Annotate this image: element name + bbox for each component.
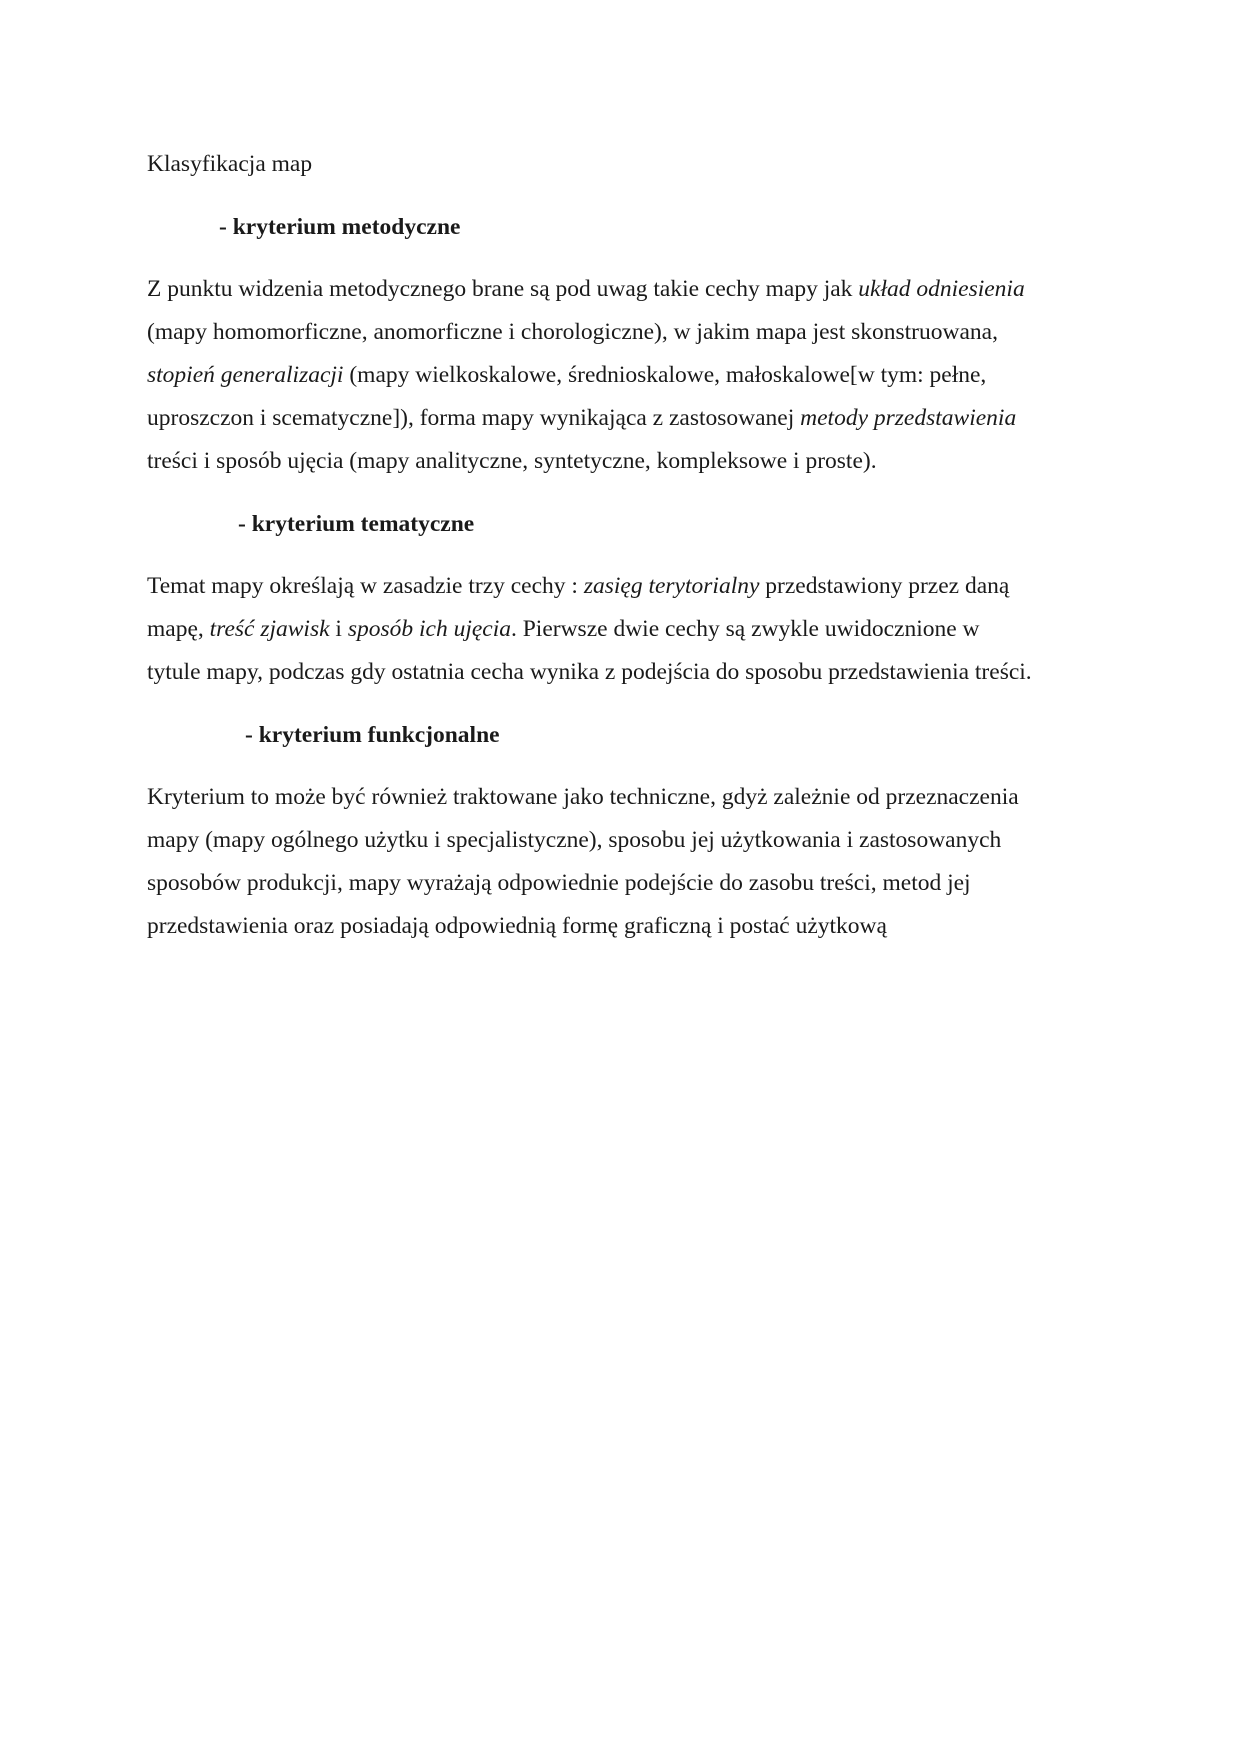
text-run: Temat mapy określają w zasadzie trzy cechy : xyxy=(147,573,584,599)
paragraph-line xyxy=(147,565,1097,608)
italic-term: układ odniesienia xyxy=(858,276,1025,302)
paragraph-line xyxy=(147,354,1097,397)
paragraph-line xyxy=(147,905,1097,948)
document-title: Klasyfikacja map xyxy=(147,151,313,177)
italic-term: stopień generalizacji xyxy=(147,362,344,388)
section-paragraph-thematic xyxy=(147,565,1097,694)
text-run: i xyxy=(329,616,348,642)
text-run: Kryterium to może być również traktowane jako techniczne, gdyż zależnie od przeznaczenia xyxy=(147,784,1019,810)
paragraph-line xyxy=(147,608,1097,651)
text-run: . Pierwsze dwie cechy są zwykle uwidocznione w xyxy=(510,616,980,642)
paragraph-line xyxy=(147,819,1097,862)
paragraph-line xyxy=(147,776,1097,819)
document-body xyxy=(147,143,1097,948)
section-heading-methodical: - kryterium metodyczne xyxy=(219,214,461,240)
text-run: Z punktu widzenia metodycznego brane są pod uwag takie cechy mapy jak xyxy=(147,276,859,302)
section-paragraph-methodical xyxy=(147,268,1097,483)
paragraph-line xyxy=(147,651,1097,694)
text-run: mapę, xyxy=(147,616,210,642)
paragraph-line xyxy=(147,311,1097,354)
paragraph-line xyxy=(147,397,1097,440)
text-run: sposobów produkcji, mapy wyrażają odpowiednie podejście do zasobu treści, metod jej xyxy=(147,870,971,896)
paragraph-line xyxy=(147,862,1097,905)
section-heading-thematic: - kryterium tematyczne xyxy=(238,511,475,537)
text-run: (mapy wielkoskalowe, średnioskalowe, małoskalowe[w tym: pełne, xyxy=(343,362,987,388)
italic-term: treść zjawisk xyxy=(209,616,330,642)
paragraph-line xyxy=(147,440,1097,483)
section-paragraph-functional xyxy=(147,776,1097,948)
text-run: treści i sposób ujęcia (mapy analityczne, syntetyczne, kompleksowe i proste). xyxy=(147,448,877,474)
text-run: (mapy homomorficzne, anomorficzne i chorologiczne), w jakim mapa jest skonstruowana, xyxy=(147,319,998,345)
italic-term: sposób ich ujęcia xyxy=(347,616,511,642)
section-heading-functional: - kryterium funkcjonalne xyxy=(245,722,500,748)
text-run: tytule mapy, podczas gdy ostatnia cecha wynika z podejścia do sposobu przedstawienia treści. xyxy=(147,659,1032,685)
text-run: przedstawiony przez daną xyxy=(759,573,1010,599)
italic-term: metody przedstawienia xyxy=(800,405,1017,431)
italic-term: zasięg terytorialny xyxy=(583,573,760,599)
text-run: uproszczon i scematyczne]), forma mapy wynikająca z zastosowanej xyxy=(147,405,801,431)
paragraph-line xyxy=(147,268,1097,311)
text-run: przedstawienia oraz posiadają odpowiednią formę graficzną i postać użytkową xyxy=(147,913,887,939)
text-run: mapy (mapy ogólnego użytku i specjalistyczne), sposobu jej użytkowania i zastosowanych xyxy=(147,827,1002,853)
